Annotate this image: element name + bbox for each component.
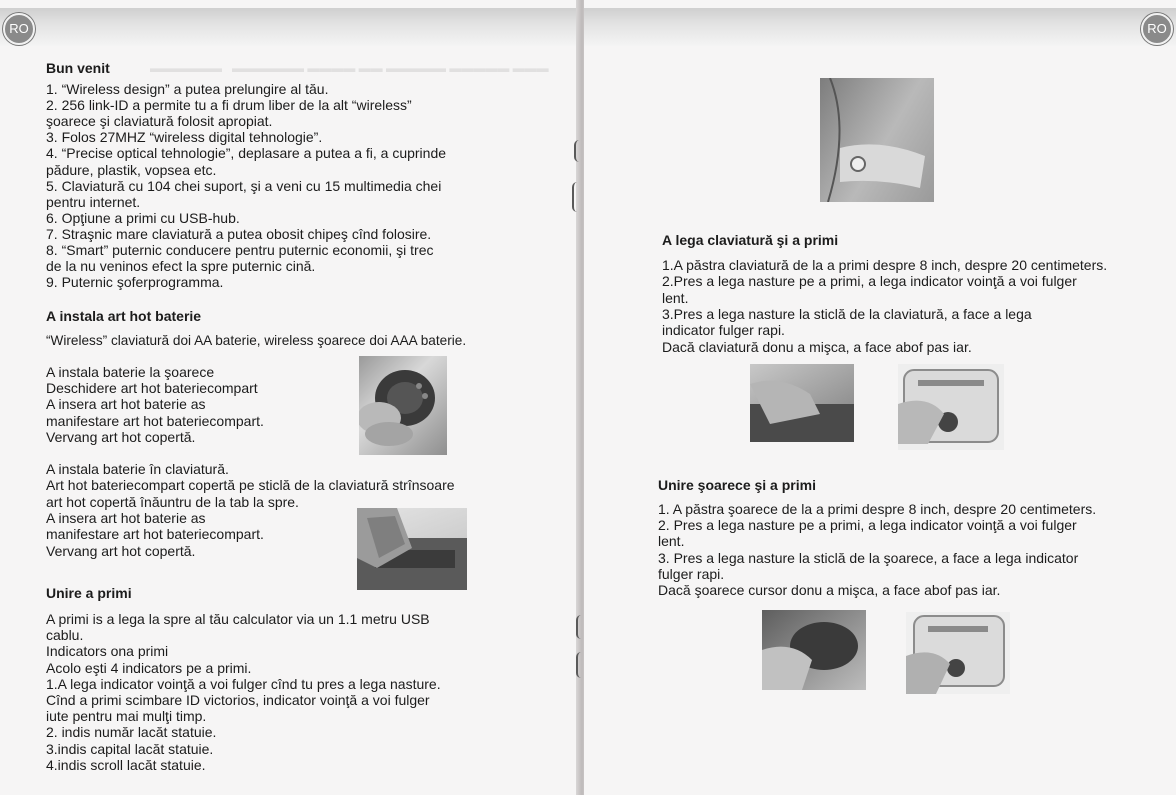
text-line: A insera art hot baterie as <box>46 396 206 413</box>
text-line: A insera art hot baterie as <box>46 509 206 526</box>
language-badge-right: RO <box>1141 13 1173 45</box>
text-line: şoarece şi claviatură folosit apropiat. <box>46 113 273 130</box>
text-line: indicator fulger rapi. <box>662 322 785 339</box>
text-line: lent. <box>658 533 685 550</box>
keyboard-press-photo <box>750 364 854 442</box>
receiver-title: Unire a primi <box>46 585 132 601</box>
text-line: de la nu veninos efect la spre puternic cină. <box>46 258 316 275</box>
text-line: 3. Folos 27MHZ “wireless digital tehnologie”. <box>46 129 323 146</box>
text-line: fulger rapi. <box>658 565 725 582</box>
text-line: iute pentru mai mulţi timp. <box>46 708 207 725</box>
receiver-photo-top <box>820 78 934 202</box>
text-line: 2. 256 link-ID a permite tu a fi drum liber de la alt “wireless” <box>46 97 412 114</box>
page-mark <box>574 140 584 162</box>
mouse-link-title: Unire şoarece şi a primi <box>658 477 816 493</box>
text-line: manifestare art hot bateriecompart. <box>46 526 264 543</box>
text-line: 4. “Precise optical tehnologie”, deplasare a putea a fi, a cuprinde <box>46 145 447 162</box>
text-line: 8. “Smart” puternic conducere pentru puternic economii, şi trec <box>46 242 434 258</box>
text-line: 9. Puternic şoferprogramma. <box>46 274 224 291</box>
welcome-title: Bun venit <box>46 60 110 76</box>
page-mark <box>572 182 582 212</box>
text-line: A instala baterie în claviatură. <box>46 461 229 477</box>
receiver-press-photo-2 <box>906 612 1010 694</box>
text-line: Vervang art hot copertă. <box>46 542 196 559</box>
text-line: 1.A păstra claviatură de la a primi despre 8 inch, despre 20 centimeters. <box>662 257 1108 273</box>
text-line: 6. Opţiune a primi cu USB-hub. <box>46 209 240 226</box>
text-line: 5. Claviatură cu 104 chei suport, şi a veni cu 15 multimedia chei <box>46 177 442 194</box>
keyboard-link-title: A lega claviatură şi a primi <box>662 232 839 248</box>
header-band-right <box>584 8 1176 46</box>
left-page <box>0 0 580 795</box>
text-line: Dacă claviatură donu a mişca, a face abof pas iar. <box>662 338 972 355</box>
text-line: 2. Pres a lega nasture pe a primi, a lega indicator voinţă a voi fulger <box>658 517 1077 534</box>
language-badge-left: RO <box>3 13 35 45</box>
text-line: 1. “Wireless design” a putea prelungire al tău. <box>46 81 329 97</box>
battery-title: A instala art hot baterie <box>46 308 202 324</box>
text-line: manifestare art hot bateriecompart. <box>46 412 264 429</box>
text-line: 1.A lega indicator voinţă a voi fulger cînd tu pres a lega nasture. <box>46 675 441 692</box>
header-band-left <box>0 8 580 46</box>
text-line: pădure, plastik, vopsea etc. <box>46 161 217 178</box>
text-line: cablu. <box>46 627 84 644</box>
text-line: 2. indis număr lacăt statuie. <box>46 724 217 741</box>
battery-intro: “Wireless” claviatură doi AA baterie, wireless şoarece doi AAA baterie. <box>46 333 467 348</box>
text-line: pentru internet. <box>46 193 141 210</box>
right-page <box>584 0 1176 795</box>
text-line: Indicators ona primi <box>46 643 169 660</box>
text-line: 7. Straşnic mare claviatură a putea obosit chipeş cînd folosire. <box>46 225 432 242</box>
text-line: 3.indis capital lacăt statuie. <box>46 740 214 757</box>
text-line: lent. <box>662 289 689 306</box>
mouse-press-photo <box>762 610 866 690</box>
text-line: Acolo eşti 4 indicators pe a primi. <box>46 659 252 676</box>
text-line: 1. A păstra şoarece de la a primi despre 8 inch, despre 20 centimeters. <box>658 501 1097 517</box>
text-line: A primi is a lega la spre al tău calculator via un 1.1 metru USB <box>46 611 430 627</box>
text-line: Vervang art hot copertă. <box>46 428 196 445</box>
text-line: art hot copertă înăuntru de la tab la spre. <box>46 493 299 510</box>
text-line: Art hot bateriecompart copertă pe sticlă de la claviatură strînsoare <box>46 477 455 494</box>
text-line: Deschidere art hot bateriecompart <box>46 380 258 397</box>
receiver-press-photo <box>898 364 1004 450</box>
text-line: A instala baterie la şoarece <box>46 364 215 380</box>
text-line: Dacă şoarece cursor donu a mişca, a face abof pas iar. <box>658 582 1001 598</box>
bleed-through-text: ▬▬▬ ▬▬▬▬▬ ▬▬▬▬▬ ▬▬ ▬▬▬▬ ▬▬▬▬▬▬ ▬▬▬▬▬▬ <box>150 61 549 75</box>
text-line: Cînd a primi scimbare ID victorios, indicator voinţă a voi fulger <box>46 692 430 708</box>
text-line: 3. Pres a lega nasture la sticlă de la şoarece, a face a lega indicator <box>658 549 1079 566</box>
text-line: 2.Pres a lega nasture pe a primi, a lega indicator voinţă a voi fulger <box>662 273 1077 290</box>
text-line: 3.Pres a lega nasture la sticlă de la claviatură, a face a lega <box>662 305 1032 322</box>
text-line: 4.indis scroll lacăt statuie. <box>46 756 206 773</box>
keyboard-battery-photo <box>357 508 467 590</box>
mouse-battery-photo <box>359 356 447 455</box>
